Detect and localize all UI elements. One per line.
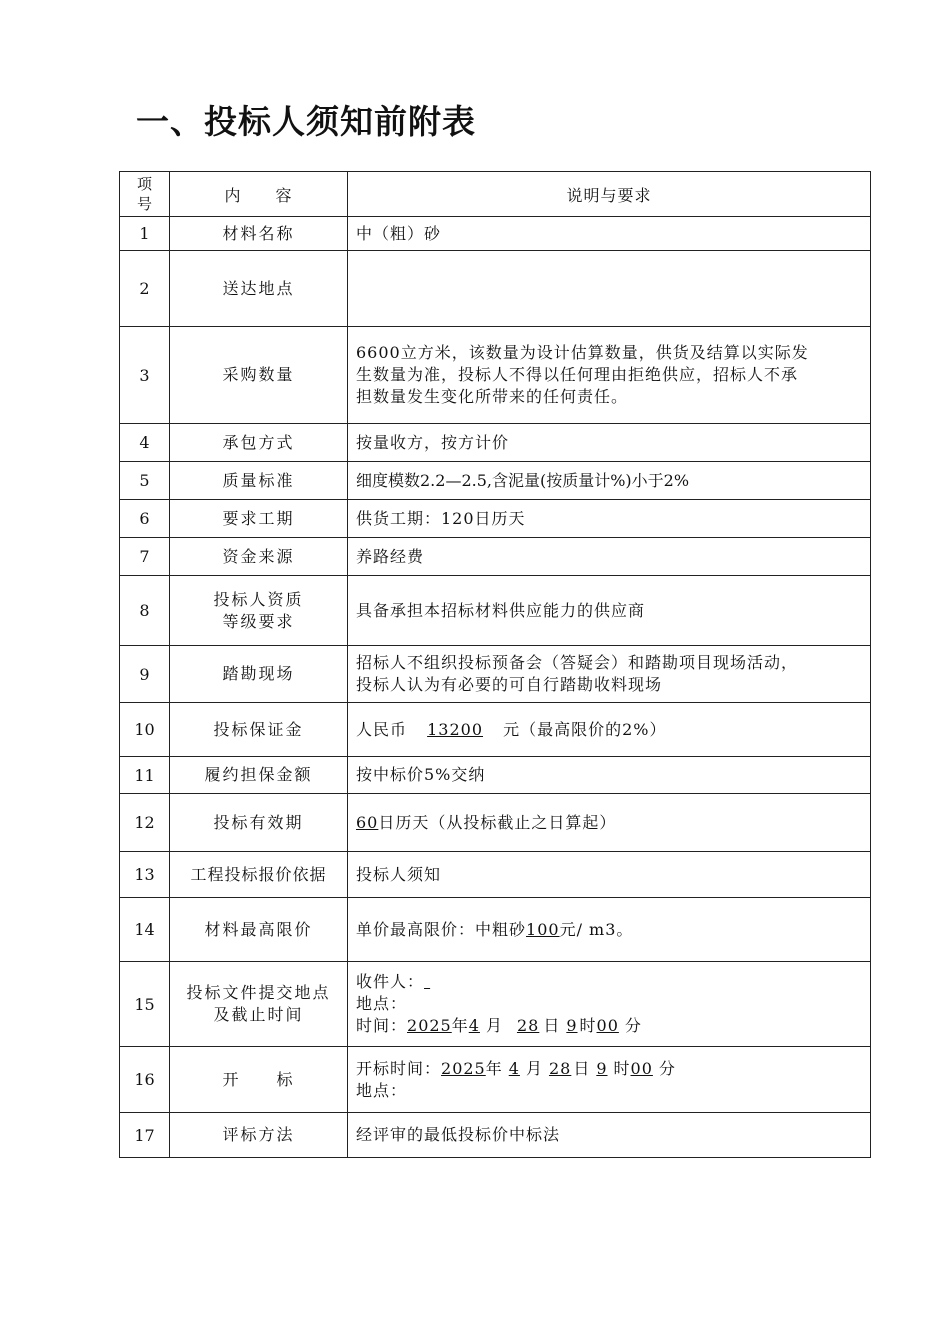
- year-unit: 年: [485, 1058, 503, 1078]
- recipient-blank: [424, 971, 444, 993]
- description-line: 招标人不组织投标预备会（答疑会）和踏勘项目现场活动，: [356, 653, 799, 672]
- table-row: [120, 757, 871, 794]
- row-item: 承包方式: [170, 424, 348, 462]
- description-line: 担数量发生变化所带来的任何责任。: [356, 387, 629, 406]
- header-no-line1: 项: [136, 175, 152, 193]
- bid-notice-table: [119, 171, 871, 1158]
- deadline-day: 28: [516, 1016, 540, 1035]
- row-description: [348, 794, 871, 852]
- page-title: 一、投标人须知前附表: [136, 102, 476, 141]
- table-row: [120, 646, 871, 703]
- row-number: 3: [120, 327, 170, 424]
- time-line: [356, 1015, 862, 1037]
- table-row: [120, 576, 871, 646]
- price-cap-prefix: 单价最高限价：中粗砂: [356, 919, 527, 939]
- table-row: [120, 852, 871, 898]
- row-item: 工程投标报价依据: [170, 852, 348, 898]
- validity-suffix: 日历天（从投标截止之日算起）: [378, 812, 617, 832]
- opening-place-line: 地点：: [356, 1080, 408, 1100]
- opening-time-label: 开标时间：: [356, 1058, 442, 1078]
- row-description: 按量收方，按方计价: [348, 424, 871, 462]
- table-row: [120, 462, 871, 500]
- item-line: 投标人资质: [213, 589, 304, 609]
- minute-unit: 分: [658, 1058, 676, 1078]
- description-line: 投标人认为有必要的可自行踏勘收料现场: [356, 675, 663, 694]
- table-row: [120, 500, 871, 538]
- row-number: 10: [120, 703, 170, 757]
- opening-minute: 00: [630, 1058, 653, 1078]
- row-number: 14: [120, 898, 170, 962]
- description-line: 6600立方米，该数量为设计估算数量，供货及结算以实际发: [356, 343, 809, 362]
- row-description: 中（粗）砂: [348, 217, 871, 251]
- row-number: 9: [120, 646, 170, 703]
- table-row: [120, 327, 871, 424]
- price-cap-value: 100: [526, 919, 560, 939]
- row-number: 5: [120, 462, 170, 500]
- deadline-minute: 00: [596, 1016, 619, 1035]
- day-unit: 日: [573, 1058, 591, 1078]
- opening-hour: 9: [596, 1058, 608, 1078]
- table-row: [120, 251, 871, 327]
- row-item: 送达地点: [170, 251, 348, 327]
- header-no-line2: 号: [136, 195, 152, 213]
- row-description: 投标人须知: [348, 852, 871, 898]
- row-description: [348, 1047, 871, 1113]
- row-description: 经评审的最低投标价中标法: [348, 1113, 871, 1158]
- row-description: [348, 251, 871, 327]
- minute-unit: 分: [624, 1016, 642, 1035]
- row-number: 4: [120, 424, 170, 462]
- row-description: 细度模数2.2—2.5,含泥量(按质量计%)小于2%: [348, 462, 871, 500]
- table-row: [120, 962, 871, 1047]
- deposit-amount: 13200: [427, 719, 484, 739]
- row-item: 投标有效期: [170, 794, 348, 852]
- validity-days: 60: [356, 812, 379, 832]
- opening-month: 4: [508, 1058, 520, 1078]
- header-item-no: [120, 172, 170, 217]
- table-row: [120, 898, 871, 962]
- row-description: 养路经费: [348, 538, 871, 576]
- row-item: 要求工期: [170, 500, 348, 538]
- table-row: [120, 1047, 871, 1113]
- table-row: [120, 794, 871, 852]
- opening-year: 2025: [441, 1058, 486, 1078]
- row-number: 16: [120, 1047, 170, 1113]
- opening-time-line: [356, 1058, 862, 1080]
- row-item: [170, 962, 348, 1047]
- row-number: 11: [120, 757, 170, 794]
- row-item: [170, 576, 348, 646]
- row-item: 材料名称: [170, 217, 348, 251]
- row-number: 7: [120, 538, 170, 576]
- row-item: 开 标: [170, 1047, 348, 1113]
- time-label: 时间：: [356, 1016, 408, 1035]
- row-item: 评标方法: [170, 1113, 348, 1158]
- row-description: [348, 646, 871, 703]
- row-number: 8: [120, 576, 170, 646]
- row-item: 投标保证金: [170, 703, 348, 757]
- deadline-year: 2025: [407, 1016, 452, 1035]
- row-item: 采购数量: [170, 327, 348, 424]
- deadline-month: 4: [468, 1016, 480, 1035]
- table-row: [120, 538, 871, 576]
- row-number: 13: [120, 852, 170, 898]
- price-cap-suffix: 元/ m3。: [559, 919, 634, 939]
- recipient-line: [356, 971, 862, 993]
- row-description: [348, 898, 871, 962]
- month-unit: 月: [525, 1058, 543, 1078]
- table-row: [120, 217, 871, 251]
- description-line: 生数量为准，投标人不得以任何理由拒绝供应，招标人不承: [356, 365, 799, 384]
- hour-unit: 时: [579, 1016, 597, 1035]
- table-row: [120, 703, 871, 757]
- row-number: 15: [120, 962, 170, 1047]
- row-number: 1: [120, 217, 170, 251]
- item-line: 及截止时间: [213, 1005, 304, 1024]
- table-header-row: [120, 172, 871, 217]
- recipient-label: 收件人：: [356, 972, 425, 991]
- table-row: [120, 1113, 871, 1158]
- day-unit: 日: [543, 1016, 561, 1035]
- row-description: [348, 327, 871, 424]
- row-item: 质量标准: [170, 462, 348, 500]
- month-unit: 月: [485, 1016, 503, 1035]
- row-number: 6: [120, 500, 170, 538]
- row-description: [348, 962, 871, 1047]
- item-line: 等级要求: [222, 611, 295, 631]
- row-item: 履约担保金额: [170, 757, 348, 794]
- deadline-hour: 9: [566, 1016, 578, 1035]
- row-number: 2: [120, 251, 170, 327]
- row-item: 材料最高限价: [170, 898, 348, 962]
- place-line: 地点：: [356, 994, 408, 1013]
- row-item: 资金来源: [170, 538, 348, 576]
- row-number: 17: [120, 1113, 170, 1158]
- row-description: [348, 703, 871, 757]
- row-item: 踏勘现场: [170, 646, 348, 703]
- row-description: 具备承担本招标材料供应能力的供应商: [348, 576, 871, 646]
- row-description: 按中标价5%交纳: [348, 757, 871, 794]
- opening-day: 28: [548, 1058, 572, 1078]
- year-unit: 年: [451, 1016, 469, 1035]
- row-number: 12: [120, 794, 170, 852]
- table-row: [120, 424, 871, 462]
- header-description: 说明与要求: [348, 172, 871, 217]
- row-description: 供货工期：120日历天: [348, 500, 871, 538]
- deposit-prefix: 人民币: [356, 719, 408, 739]
- hour-unit: 时: [613, 1058, 631, 1078]
- header-content: 内 容: [170, 172, 348, 217]
- item-line: 投标文件提交地点: [186, 983, 331, 1002]
- deposit-suffix: 元（最高限价的2%）: [503, 719, 667, 739]
